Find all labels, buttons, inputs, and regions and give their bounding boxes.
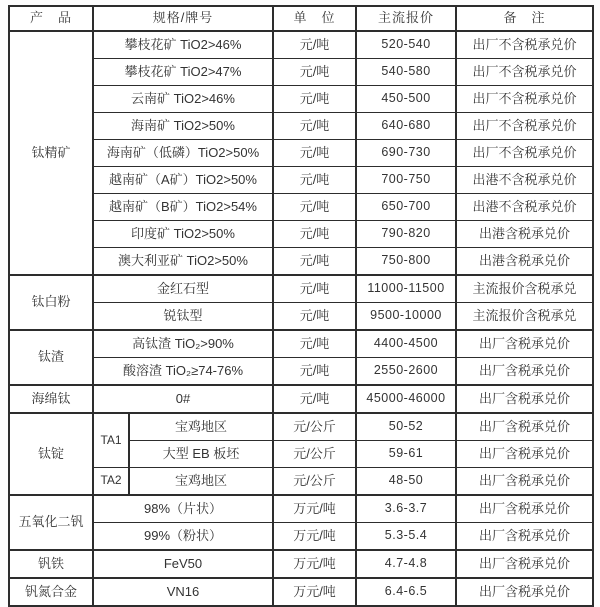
price-cell: 790-820 [356,221,456,248]
table-row [9,550,593,578]
product-cell: 海绵钛 [9,385,93,413]
spec-cell: 98%（片状） [93,495,273,523]
spec-cell: 攀枝花矿 TiO2>47% [93,59,273,86]
price-cell: 9500-10000 [356,303,456,331]
table-row [9,413,593,441]
spec-cell: 宝鸡地区 [129,413,273,441]
unit-cell: 元/吨 [273,358,356,386]
spec-cell: 锐钛型 [93,303,273,331]
table-row [9,31,593,59]
price-cell: 690-730 [356,140,456,167]
table-row [9,578,593,606]
unit-cell: 元/吨 [273,385,356,413]
unit-cell: 元/吨 [273,303,356,331]
price-cell: 4.7-4.8 [356,550,456,578]
spec-cell: 云南矿 TiO2>46% [93,86,273,113]
price-table [8,5,594,607]
table-row [9,495,593,523]
product-cell: 钛锭 [9,413,93,495]
spec-cell: 宝鸡地区 [129,468,273,496]
price-cell: 45000-46000 [356,385,456,413]
unit-cell: 元/公斤 [273,468,356,496]
unit-cell: 万元/吨 [273,578,356,606]
col-header-spec: 规格/牌号 [93,6,273,31]
unit-cell: 元/吨 [273,330,356,358]
spec-cell: FeV50 [93,550,273,578]
table-row [9,59,593,86]
note-cell: 出厂含税承兑价 [456,385,593,413]
product-cell: 钛精矿 [9,31,93,275]
table-row [9,385,593,413]
note-cell: 主流报价含税承兑 [456,303,593,331]
unit-cell: 元/公斤 [273,441,356,468]
unit-cell: 万元/吨 [273,523,356,551]
table-row [9,358,593,386]
table-row [9,167,593,194]
price-cell: 6.4-6.5 [356,578,456,606]
note-cell: 出港含税承兑价 [456,248,593,276]
note-cell: 出厂不含税承兑价 [456,140,593,167]
spec-cell: 澳大利亚矿 TiO2>50% [93,248,273,276]
note-cell: 出厂不含税承兑价 [456,59,593,86]
table-row [9,468,593,496]
spec-cell: 越南矿（A矿）TiO2>50% [93,167,273,194]
note-cell: 出港含税承兑价 [456,221,593,248]
price-cell: 48-50 [356,468,456,496]
col-header-product: 产 品 [9,6,93,31]
price-cell: 520-540 [356,31,456,59]
unit-cell: 万元/吨 [273,550,356,578]
spec-cell: 攀枝花矿 TiO2>46% [93,31,273,59]
unit-cell: 元/吨 [273,221,356,248]
note-cell: 出厂含税承兑价 [456,441,593,468]
table-row [9,275,593,303]
note-cell: 出港不含税承兑价 [456,194,593,221]
note-cell: 出厂含税承兑价 [456,413,593,441]
spec-cell: 0# [93,385,273,413]
unit-cell: 元/吨 [273,59,356,86]
table-row [9,86,593,113]
table-row [9,194,593,221]
note-cell: 出厂不含税承兑价 [456,31,593,59]
unit-cell: 元/吨 [273,113,356,140]
price-cell: 700-750 [356,167,456,194]
price-cell: 3.6-3.7 [356,495,456,523]
spec-cell: 海南矿 TiO2>50% [93,113,273,140]
spec-cell: 越南矿（B矿）TiO2>54% [93,194,273,221]
price-cell: 2550-2600 [356,358,456,386]
spec-cell: 酸溶渣 TiO₂≥74-76% [93,358,273,386]
col-header-note: 备 注 [456,6,593,31]
price-cell: 5.3-5.4 [356,523,456,551]
spec-cell: 大型 EB 板坯 [129,441,273,468]
table-row [9,303,593,331]
product-cell: 钒铁 [9,550,93,578]
price-cell: 450-500 [356,86,456,113]
note-cell: 出厂不含税承兑价 [456,113,593,140]
unit-cell: 元/吨 [273,140,356,167]
product-cell: 五氧化二钒 [9,495,93,550]
unit-cell: 元/吨 [273,31,356,59]
price-cell: 650-700 [356,194,456,221]
price-cell: 540-580 [356,59,456,86]
note-cell: 出厂含税承兑价 [456,358,593,386]
col-header-unit: 单 位 [273,6,356,31]
spec-cell: VN16 [93,578,273,606]
spec-cell: 金红石型 [93,275,273,303]
unit-cell: 万元/吨 [273,495,356,523]
table-row [9,523,593,551]
spec-cell: 海南矿（低磷）TiO2>50% [93,140,273,167]
spec-cell: 99%（粉状） [93,523,273,551]
header-row [9,6,593,31]
col-header-price: 主流报价 [356,6,456,31]
price-cell: 59-61 [356,441,456,468]
unit-cell: 元/吨 [273,167,356,194]
price-cell: 750-800 [356,248,456,276]
table-row [9,330,593,358]
note-cell: 出厂含税承兑价 [456,578,593,606]
price-cell: 50-52 [356,413,456,441]
price-cell: 11000-11500 [356,275,456,303]
spec-cell: 印度矿 TiO2>50% [93,221,273,248]
note-cell: 出厂含税承兑价 [456,495,593,523]
unit-cell: 元/吨 [273,248,356,276]
note-cell: 出港不含税承兑价 [456,167,593,194]
note-cell: 出厂含税承兑价 [456,468,593,496]
spec-cell: 高钛渣 TiO₂>90% [93,330,273,358]
table-row [9,113,593,140]
product-cell: 钛白粉 [9,275,93,330]
table-row [9,140,593,167]
price-cell: 4400-4500 [356,330,456,358]
table-row [9,248,593,276]
unit-cell: 元/公斤 [273,413,356,441]
unit-cell: 元/吨 [273,275,356,303]
grade-cell: TA1 [93,413,129,468]
note-cell: 出厂含税承兑价 [456,523,593,551]
grade-cell: TA2 [93,468,129,496]
product-cell: 钒氮合金 [9,578,93,606]
product-cell: 钛渣 [9,330,93,385]
note-cell: 出厂含税承兑价 [456,550,593,578]
note-cell: 主流报价含税承兑 [456,275,593,303]
price-cell: 640-680 [356,113,456,140]
note-cell: 出厂不含税承兑价 [456,86,593,113]
unit-cell: 元/吨 [273,194,356,221]
table-row [9,221,593,248]
note-cell: 出厂含税承兑价 [456,330,593,358]
unit-cell: 元/吨 [273,86,356,113]
